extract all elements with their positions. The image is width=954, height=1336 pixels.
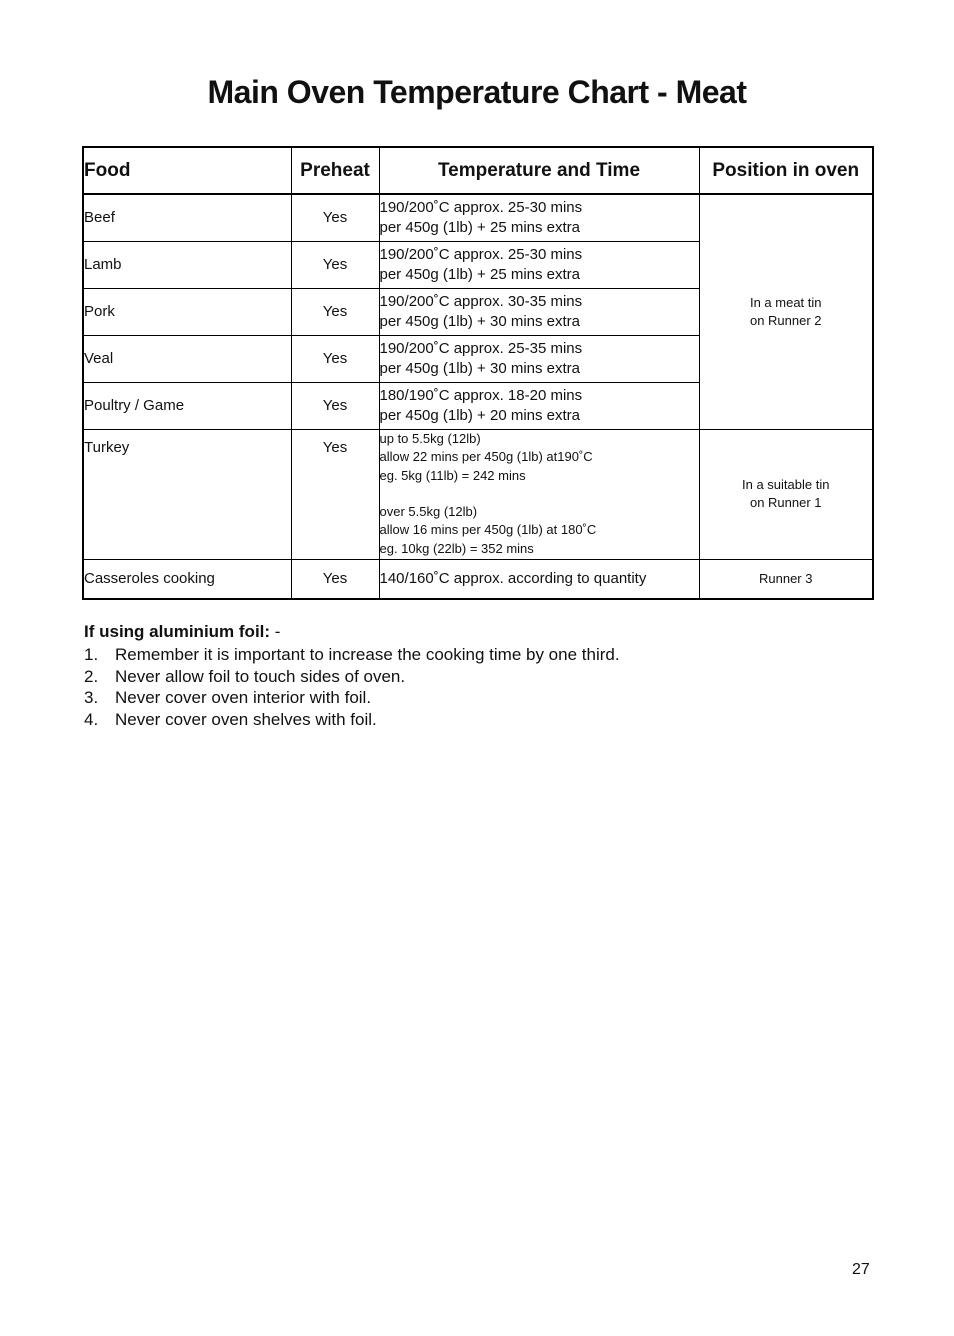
- list-text: Never allow foil to touch sides of oven.: [115, 666, 406, 686]
- table-row: [83, 194, 873, 241]
- list-number: 1.: [84, 645, 99, 664]
- temperature-cell: [379, 194, 699, 241]
- list-text: Remember it is important to increase the cooking time by one third.: [115, 645, 620, 664]
- food-cell: Poultry / Game: [83, 382, 291, 429]
- temperature-cell: 140/160˚C approx. according to quantity: [379, 559, 699, 599]
- position-cell: Runner 3: [699, 559, 873, 599]
- food-cell: Beef: [83, 194, 291, 241]
- temperature-line: 190/200˚C approx. 25-35 mins: [379, 339, 583, 357]
- list-item: [84, 709, 864, 731]
- position-line: on Runner 1: [749, 495, 822, 510]
- header-temperature-time: Temperature and Time: [379, 147, 699, 194]
- list-number: 2.: [84, 666, 99, 686]
- foil-notes: [84, 622, 864, 730]
- preheat-cell: Yes: [291, 241, 379, 288]
- preheat-cell: Yes: [291, 382, 379, 429]
- turkey-time-line: allow 22 mins per 450g (1lb) at190˚C: [379, 449, 593, 465]
- notes-heading-text: If using aluminium foil:: [84, 622, 271, 641]
- temperature-cell: [379, 288, 699, 335]
- extra-time-line: per 450g (1lb) + 30 mins extra: [379, 359, 581, 377]
- temperature-line: 180/190˚C approx. 18-20 mins: [379, 386, 583, 404]
- notes-heading-suffix: -: [270, 622, 281, 641]
- food-cell: Veal: [83, 335, 291, 382]
- turkey-weight-line: over 5.5kg (12lb): [379, 504, 478, 519]
- temperature-cell: [379, 382, 699, 429]
- list-item: [84, 687, 864, 709]
- header-food: Food: [83, 147, 291, 194]
- turkey-temperature-cell: [379, 429, 699, 559]
- position-cell: [699, 194, 873, 429]
- food-cell: Lamb: [83, 241, 291, 288]
- notes-heading: [84, 622, 864, 642]
- temperature-cell: [379, 335, 699, 382]
- turkey-weight-line: up to 5.5kg (12lb): [379, 431, 481, 447]
- preheat-cell: Yes: [291, 429, 379, 559]
- table-header-row: [83, 147, 873, 194]
- position-line: In a suitable tin: [742, 477, 830, 492]
- list-item: [84, 666, 864, 688]
- temperature-line: 190/200˚C approx. 25-30 mins: [379, 198, 583, 216]
- preheat-cell: Yes: [291, 288, 379, 335]
- notes-list: [84, 644, 864, 730]
- header-preheat: Preheat: [291, 147, 379, 194]
- list-item: [84, 644, 864, 666]
- turkey-time-line: allow 16 mins per 450g (1lb) at 180˚C: [379, 522, 597, 538]
- preheat-cell: Yes: [291, 194, 379, 241]
- list-text: Never cover oven shelves with foil.: [115, 709, 377, 729]
- turkey-example-line: eg. 5kg (11lb) = 242 mins: [379, 467, 526, 483]
- position-line: on Runner 2: [749, 312, 822, 328]
- preheat-cell: Yes: [291, 335, 379, 382]
- extra-time-line: per 450g (1lb) + 25 mins extra: [379, 265, 581, 283]
- food-cell: Pork: [83, 288, 291, 335]
- page-number: 27: [852, 1261, 870, 1278]
- temperature-line: 190/200˚C approx. 30-35 mins: [379, 292, 583, 310]
- page-title: Main Oven Temperature Chart - Meat: [207, 74, 747, 110]
- list-number: 3.: [84, 688, 99, 707]
- table-row-casseroles: [83, 559, 873, 599]
- temperature-cell: [379, 241, 699, 288]
- temperature-line: 190/200˚C approx. 25-30 mins: [379, 245, 583, 263]
- extra-time-line: per 450g (1lb) + 20 mins extra: [379, 406, 581, 424]
- food-cell: Casseroles cooking: [83, 559, 291, 599]
- table-row-turkey: [83, 429, 873, 559]
- temperature-chart-table: [82, 146, 874, 600]
- extra-time-line: per 450g (1lb) + 30 mins extra: [379, 312, 581, 330]
- extra-time-line: per 450g (1lb) + 25 mins extra: [379, 218, 581, 236]
- food-cell: Turkey: [83, 429, 291, 559]
- spacer: [380, 485, 699, 503]
- position-cell: [699, 429, 873, 559]
- position-line: In a meat tin: [749, 294, 822, 310]
- preheat-cell: Yes: [291, 559, 379, 599]
- turkey-example-line: eg. 10kg (22lb) = 352 mins: [379, 540, 534, 556]
- list-number: 4.: [84, 709, 99, 729]
- list-text: Never cover oven interior with foil.: [115, 688, 372, 707]
- header-position: Position in oven: [699, 147, 873, 194]
